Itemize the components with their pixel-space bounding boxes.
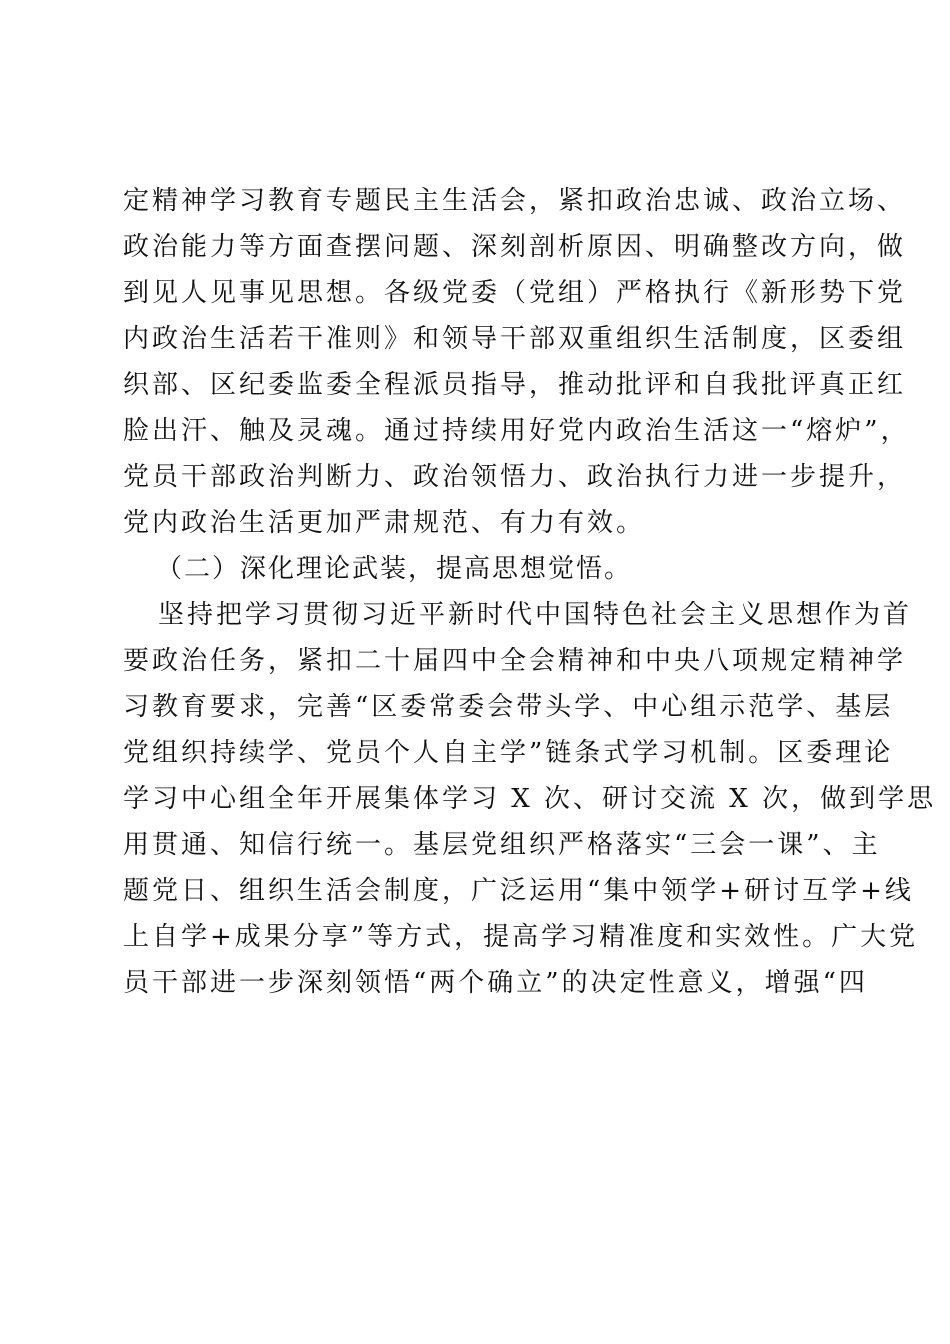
text-line: 员干部进一步深刻领悟“两个确立”的决定性意义，增强“四 bbox=[123, 968, 868, 998]
text-line: 要政治任务，紧扣二十届四中全会精神和中央八项规定精神学 bbox=[123, 646, 907, 676]
text-line: 脸出汗、触及灵魂。通过持续用好党内政治生活这一“熔炉”， bbox=[123, 416, 910, 446]
text-line: 题党日、组织生活会制度，广泛运用“集中领学+研讨互学+线 bbox=[123, 876, 914, 906]
text-line: 坚持把学习贯彻习近平新时代中国特色社会主义思想作为首 bbox=[158, 600, 913, 630]
text-line: 习教育要求，完善“区委常委会带头学、中心组示范学、基层 bbox=[123, 692, 894, 722]
text-line: 党组织持续学、党员个人自主学”链条式学习机制。区委理论 bbox=[123, 738, 894, 768]
text-line: 定精神学习教育专题民主生活会，紧扣政治忠诚、政治立场、 bbox=[123, 186, 907, 216]
section-heading: （二）深化理论武装，提高思想觉悟。 bbox=[156, 554, 633, 584]
text-line: 到见人见事见思想。各级党委（党组）严格执行《新形势下党 bbox=[123, 278, 907, 308]
text-line: 用贯通、知信行统一。基层党组织严格落实“三会一课”、主 bbox=[123, 830, 881, 860]
text-line: 上自学+成果分享”等方式，提高学习精准度和实效性。广大党 bbox=[123, 922, 919, 952]
text-line: 政治能力等方面查摆问题、深刻剖析原因、明确整改方向，做 bbox=[123, 232, 907, 262]
text-line: 学习中心组全年开展集体学习 X 次、研讨交流 X 次，做到学思 bbox=[123, 784, 937, 814]
text-line: 内政治生活若干准则》和领导干部双重组织生活制度，区委组 bbox=[123, 324, 907, 354]
text-line: 织部、区纪委监委全程派员指导，推动批评和自我批评真正红 bbox=[123, 370, 907, 400]
text-line: 党内政治生活更加严肃规范、有力有效。 bbox=[123, 508, 646, 538]
text-line: 党员干部政治判断力、政治领悟力、政治执行力进一步提升， bbox=[123, 462, 907, 492]
